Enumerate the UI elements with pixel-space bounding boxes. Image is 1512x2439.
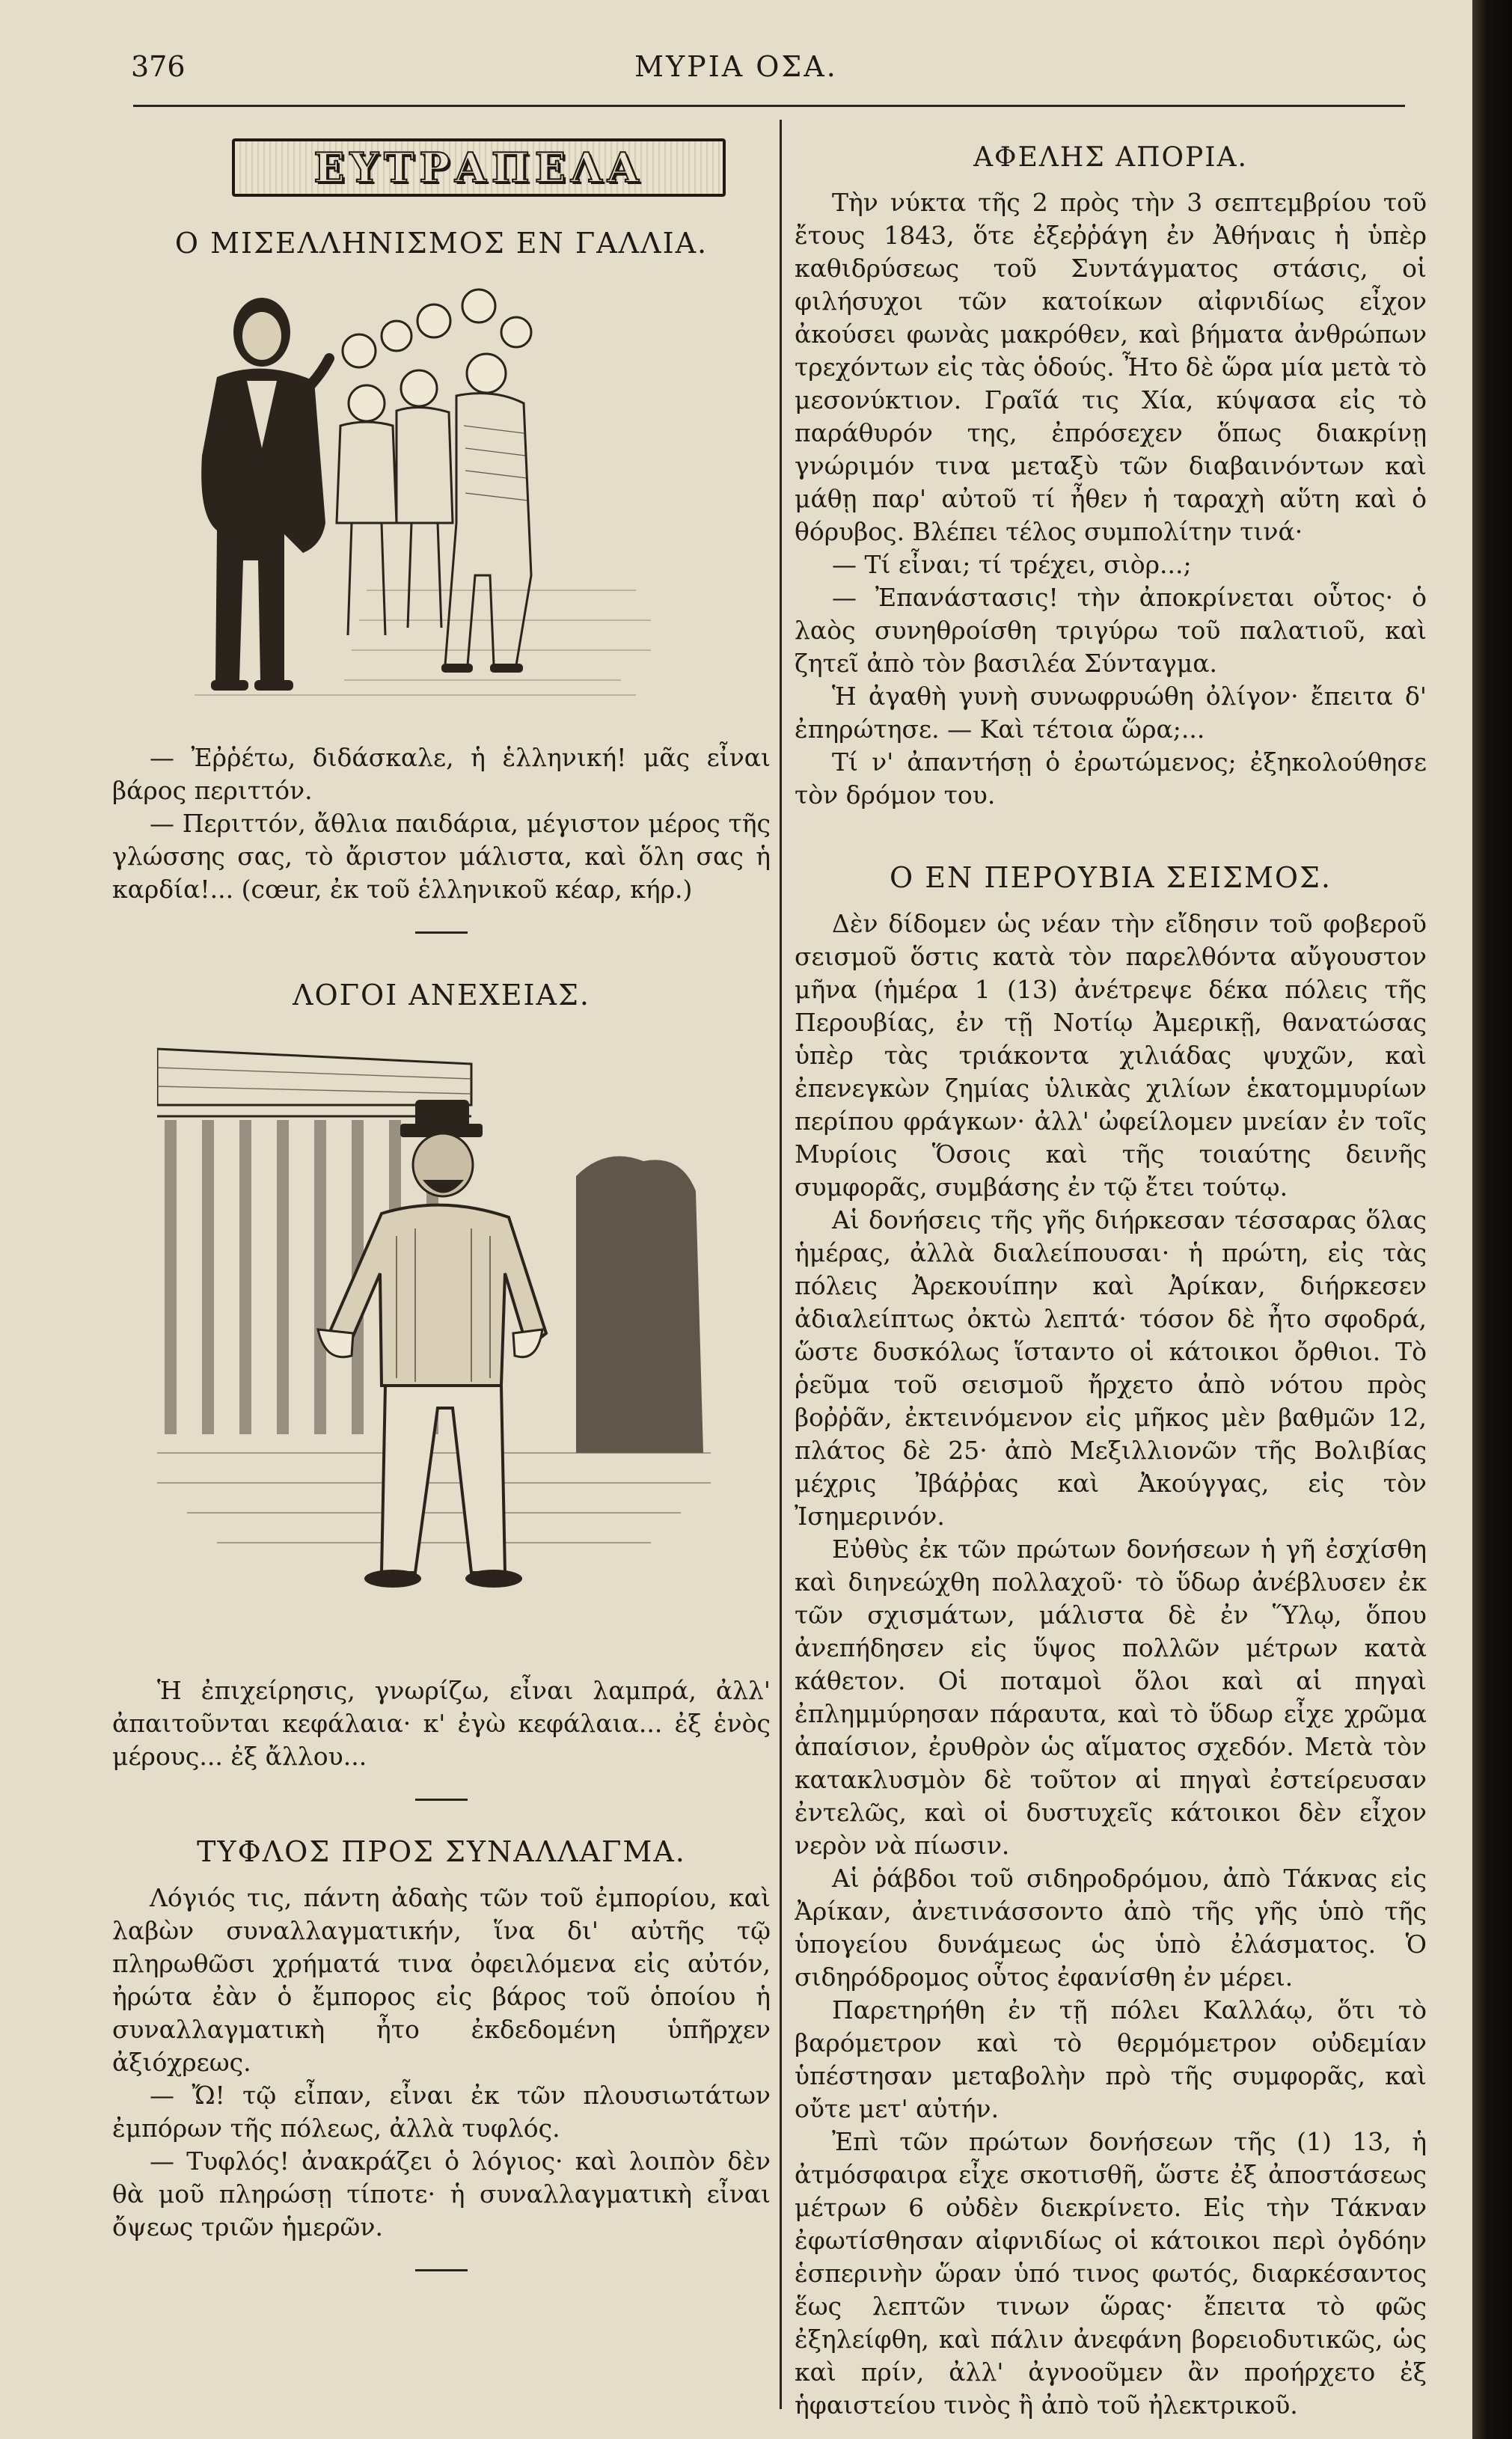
paragraph: Αἱ ῥάβδοι τοῦ σιδηροδρόμου, ἀπὸ Τάκνας εἰς Ἀρίκαν, ἀνετινάσσοντο ἀπὸ τῆς γῆς ὑπὸ τῆς ὑπογείου δυνάμεως ὡς ὑπὸ ἐλάσματος. Ὁ σιδηρόδρομος οὗτος ἐφανίσθη ἐν μέρει. [795,1864,1427,1992]
paragraph: Τί ν' ἀπαντήσῃ ὁ ἐρωτώμενος; ἐξηκολούθησε τὸν δρόμον του. [795,747,1427,810]
dialogue-block [112,741,771,906]
separator-rule [415,1799,468,1801]
dialogue-line: — Ἐῤῥέτω, διδάσκαλε, ἡ ἑλληνική! μᾶς εἶναι βάρος περιττόν. [112,743,771,805]
paragraph: Τὴν νύκτα τῆς 2 πρὸς τὴν 3 σεπτεμβρίου τοῦ ἔτους 1843, ὅτε ἐξεῤῥάγη ἐν Ἀθήναις ἡ ὑπὲρ καθιδρύσεως τοῦ Συντάγματος στάσις, οἱ φιλήσυχοι τῶν κατοίκων αἰφνιδίως εἶχον ἀκούσει φωνὰς μακρόθεν, καὶ βήματα ἀνθρώπων τρεχόντων εἰς τὰς ὁδούς. Ἦτο δὲ ὥρα μία μετὰ τὸ μεσονύκτιον. Γραῖά τις Χία, κύψασα εἰς τὸ παράθυρόν της, ἐπρόσεχεν ὅπως διακρίνῃ γνώριμόν τινα μεταξὺ τῶν διαβαινόντων καὶ μάθῃ παρ' αὐτοῦ τί ἦθεν ἡ ταραχὴ αὕτη καὶ ὁ θόρυβος. Βλέπει τέλος συμπολίτην τινά· [795,188,1427,546]
right-column [795,127,1427,2432]
separator-rule [415,2269,468,2271]
separator-rule [415,931,468,934]
article-title-mishellenism: Ο ΜΙΣΕΛΛΗΝΙΣΜΟΣ ΕΝ ΓΑΛΛΙΑ. [174,227,708,260]
paragraph: — Τυφλός! ἀνακράζει ὁ λόγιος· καὶ λοιπὸν δὲν θὰ μοῦ πληρώσῃ τίποτε· ἡ συναλλαγματικὴ εἶναι ὄψεως τριῶν ἡμερῶν. [112,2146,771,2241]
journal-title: ΜΥΡΙΑ ΟΣΑ. [634,50,838,83]
paragraph: — Τί εἶναι; τί τρέχει, σιὸρ...; [832,550,1192,579]
article-title-peru-earthquake: Ο ΕΝ ΠΕΡΟΥΒΙΑ ΣΕΙΣΜΟΣ. [890,861,1332,894]
article-title-words-of-poverty: ΛΟΓΟΙ ΑΝΕΧΕΙΑΣ. [293,979,590,1012]
schoolmaster-with-children-engraving-icon [172,276,666,732]
paragraph: Ἐπὶ τῶν πρώτων δονήσεων τῆς (1) 13, ἡ ἀτμόσφαιρα εἶχε σκοτισθῆ, ὥστε ἐξ ἀποστάσεως μέτρων 6 οὐδὲν διεκρίνετο. Εἰς τὴν Τάκναν ἐφωτίσθησαν αἰφνιδίως οἱ κάτοικοι περὶ ὀγδόην ἑσπερινὴν ὥραν ὑπό τινος φωτός, διαρκέσαντος ἕως λεπτῶν τινων ὥρας· ἔπειτα τὸ φῶς ἐξηλείφθη, καὶ πάλιν ἀνεφάνη βορειοδυτικῶς, ὡς καὶ πρίν, ἀλλ' ἀγνοοῦμεν ἂν προήρχετο ἐξ ἡφαιστείου τινὸς ἢ ἀπὸ τοῦ ἠλεκτρικοῦ. [795,2127,1427,2420]
header-rule [133,105,1405,107]
article-title-blind-to-bill: ΤΥΦΛΟΣ ΠΡΟΣ ΣΥΝΑΛΛΑΓΜΑ. [197,1835,686,1868]
paragraph: — Ὤ! τῷ εἶπαν, εἶναι ἐκ τῶν πλουσιωτάτων ἐμπόρων τῆς πόλεως, ἀλλὰ τυφλός. [112,2081,771,2143]
article-title-naive-question: ΑΦΕΛΗΣ ΑΠΟΡΙΑ. [973,142,1248,173]
paragraph: Ἡ ἀγαθὴ γυνὴ συνωφρυώθη ὀλίγον· ἔπειτα δ' ἐπηρώτησε. — Καὶ τέτοια ὥρα;... [795,682,1427,744]
left-column [112,127,771,2432]
running-head [0,41,1472,86]
illustration-caption: Ἡ ἐπιχείρησις, γνωρίζω, εἶναι λαμπρά, ἀλλ' ἀπαιτοῦνται κεφάλαια· κ' ἐγὼ κεφάλαια... ἐξ ἑνὸς μέρους... ἐξ ἄλλου... [112,1676,771,1771]
binding-gutter [1472,0,1512,2439]
paragraph: Δὲν δίδομεν ὡς νέαν τὴν εἴδησιν τοῦ φοβεροῦ σεισμοῦ ὅστις κατὰ τὸν παρελθόντα αὔγουστον μῆνα (ἡμέρα 1 (13) ἀνέτρεψε δέκα πόλεις τῆς Περουβίας, ἐν τῇ Νοτίῳ Ἀμερικῇ, θανατώσας ὑπὲρ τὰς τριάκοντα χιλιάδας ψυχῶν, καὶ ἐπενεγκὼν ζημίας ὑλικὰς χιλίων ἑκατομμυρίων περίπου φράγκων· ἀλλ' ὠφείλομεν μνείαν ἐν τοῖς Μυρίοις Ὅσοις καὶ τῆς τοιαύτης δεινῆς συμφορᾶς, συμβάσης ἐν τῷ ἔτει τούτῳ. [795,909,1427,1202]
paragraph: Αἱ δονήσεις τῆς γῆς διήρκεσαν τέσσαρας ὅλας ἡμέρας, ἀλλὰ διαλείπουσαι· ἡ πρώτη, εἰς τὰς πόλεις Ἀρεκουίπην καὶ Ἀρίκαν, διήρκεσεν ἀδιαλείπτως ὀκτὼ λεπτά· τόσον δὲ ἦτο σφοδρά, ὥστε δυσκόλως ἵσταντο οἱ κάτοικοι ὄρθιοι. Τὸ ῥεῦμα τοῦ σεισμοῦ ἤρχετο ἀπὸ νότου πρὸς βοῤῥᾶν, ἐκτεινόμενον εἰς μῆκος μὲν βαθμῶν 12, πλάτος δὲ 25· ἀπὸ Μεξιλλιονῶν τῆς Βολιβίας μέχρις Ἰβάῤῥας καὶ Ἀκούγγας, εἰς τὸν Ἰσημερινόν. [795,1205,1427,1531]
dialogue-line: — Περιττόν, ἄθλια παιδάρια, μέγιστον μέρος τῆς γλώσσης σας, τὸ ἄριστον μάλιστα, καὶ ὅλη σας ἡ καρδία!... (cœur, ἐκ τοῦ ἑλληνικοῦ κέαρ, κήρ.) [112,809,771,904]
man-with-empty-pockets-engraving-icon [157,1034,711,1647]
page-number: 376 [131,50,186,83]
column-divider [780,120,782,2409]
section-masthead: ΕΥΤΡΑΠΕΛΑ [232,138,726,197]
paragraph: — Ἐπανάστασις! τὴν ἀποκρίνεται οὗτος· ὁ λαὸς συνηθροίσθη τριγύρω τοῦ παλατιοῦ, καὶ ζητεῖ ἀπὸ τὸν βασιλέα Σύνταγμα. [795,583,1427,678]
paragraph: Λόγιός τις, πάντη ἀδαὴς τῶν τοῦ ἐμπορίου, καὶ λαβὼν συναλλαγματικήν, ἵνα δι' αὐτῆς τῷ πληρωθῶσι χρήματά τινα ὀφειλόμενα εἰς αὐτόν, ἠρώτα ἐὰν ὁ ἔμπορος εἰς βάρος τοῦ ὁποίου ἡ συναλλαγματικὴ ἦτο ἐκδεδομένη ὑπῆρχεν ἀξιόχρεως. [112,1883,771,2077]
paragraph: Παρετηρήθη ἐν τῇ πόλει Καλλάῳ, ὅτι τὸ βαρόμετρον καὶ τὸ θερμόμετρον οὐδεμίαν ὑπέστησαν μεταβολὴν πρὸ τῆς συμφορᾶς, καὶ οὔτε μετ' αὐτήν. [795,1995,1427,2123]
paragraph: Εὐθὺς ἐκ τῶν πρώτων δονήσεων ἡ γῆ ἐσχίσθη καὶ διηνεώχθη πολλαχοῦ· τὸ ὕδωρ ἀνέβλυσεν ἐκ τῶν σχισμάτων, μάλιστα δὲ ἐν Ὕλῳ, ὅπου ἀνεπήδησεν εἰς ὕψος πολλῶν μέτρων κατὰ κάθετον. Οἱ ποταμοὶ ὅλοι καὶ αἱ πηγαὶ ἐπλημμύρησαν πάραυτα, καὶ τὸ ὕδωρ εἶχε χρῶμα ἀπαίσιον, ἐρυθρὸν ὡς αἵματος σχεδόν. Μετὰ τὸν κατακλυσμὸν δὲ τοῦτον αἱ πηγαὶ ἐστείρευσαν ἐντελῶς, καὶ οἱ δυστυχεῖς κάτοικοι δὲν εἶχον νερὸν νὰ πίωσιν. [795,1534,1427,1860]
